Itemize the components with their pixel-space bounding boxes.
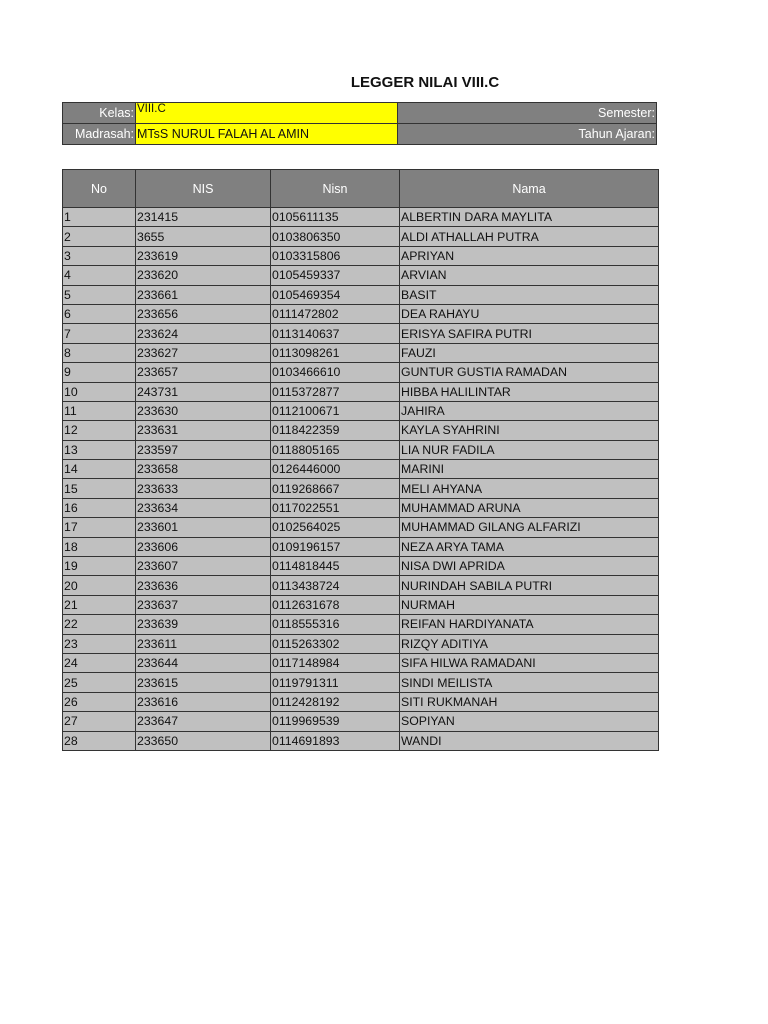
cell-nis[interactable]: 233615 <box>136 673 271 692</box>
cell-no[interactable]: 11 <box>63 401 136 420</box>
cell-nama[interactable]: HIBBA HALILINTAR <box>400 382 659 401</box>
table-row <box>63 653 659 672</box>
table-row <box>63 421 659 440</box>
cell-nis[interactable]: 3655 <box>136 227 271 246</box>
cell-no[interactable]: 17 <box>63 518 136 537</box>
header-nis: NIS <box>136 170 271 208</box>
cell-no[interactable]: 21 <box>63 595 136 614</box>
cell-nis[interactable]: 233631 <box>136 421 271 440</box>
cell-nisn[interactable]: 0115263302 <box>271 634 400 653</box>
table-row <box>63 673 659 692</box>
cell-nisn[interactable]: 0105611135 <box>271 208 400 227</box>
cell-nis[interactable]: 233658 <box>136 460 271 479</box>
table-row <box>63 615 659 634</box>
cell-no[interactable]: 8 <box>63 343 136 362</box>
cell-nama[interactable]: ARVIAN <box>400 266 659 285</box>
cell-nisn[interactable]: 0113438724 <box>271 576 400 595</box>
header-nama: Nama <box>400 170 659 208</box>
cell-nama[interactable]: SITI RUKMANAH <box>400 692 659 711</box>
table-row <box>63 731 659 750</box>
cell-nisn[interactable]: 0113140637 <box>271 324 400 343</box>
cell-nisn[interactable]: 0105469354 <box>271 285 400 304</box>
cell-nama[interactable]: RIZQY ADITIYA <box>400 634 659 653</box>
cell-nama[interactable]: ERISYA SAFIRA PUTRI <box>400 324 659 343</box>
cell-nis[interactable]: 233611 <box>136 634 271 653</box>
semester-label: Semester: <box>398 103 657 124</box>
cell-nisn[interactable]: 0103806350 <box>271 227 400 246</box>
cell-nisn[interactable]: 0119268667 <box>271 479 400 498</box>
kelas-value-cell[interactable]: VIII.C <box>136 103 398 124</box>
table-row <box>63 576 659 595</box>
cell-nisn[interactable]: 0114691893 <box>271 731 400 750</box>
info-row-kelas <box>63 103 657 124</box>
cell-no[interactable]: 13 <box>63 440 136 459</box>
cell-no[interactable]: 5 <box>63 285 136 304</box>
cell-no[interactable]: 19 <box>63 557 136 576</box>
cell-nisn[interactable]: 0114818445 <box>271 557 400 576</box>
cell-nis[interactable]: 233606 <box>136 537 271 556</box>
cell-nama[interactable]: GUNTUR GUSTIA RAMADAN <box>400 363 659 382</box>
cell-nisn[interactable]: 0119969539 <box>271 712 400 731</box>
cell-nisn[interactable]: 0112100671 <box>271 401 400 420</box>
cell-nis[interactable]: 243731 <box>136 382 271 401</box>
table-header-row <box>63 170 659 208</box>
cell-nisn[interactable]: 0117148984 <box>271 653 400 672</box>
cell-nisn[interactable]: 0103466610 <box>271 363 400 382</box>
table-row <box>63 518 659 537</box>
cell-nama[interactable]: NISA DWI APRIDA <box>400 557 659 576</box>
cell-nama[interactable]: APRIYAN <box>400 246 659 265</box>
table-row <box>63 324 659 343</box>
cell-nis[interactable]: 233647 <box>136 712 271 731</box>
cell-nama[interactable]: KAYLA SYAHRINI <box>400 421 659 440</box>
cell-nisn[interactable]: 0118555316 <box>271 615 400 634</box>
cell-nis[interactable]: 233619 <box>136 246 271 265</box>
table-row <box>63 382 659 401</box>
cell-nama[interactable]: MELI AHYANA <box>400 479 659 498</box>
cell-nis[interactable]: 233656 <box>136 304 271 323</box>
cell-nisn[interactable]: 0115372877 <box>271 382 400 401</box>
table-row <box>63 304 659 323</box>
cell-nis[interactable]: 233636 <box>136 576 271 595</box>
cell-no[interactable]: 28 <box>63 731 136 750</box>
cell-nisn[interactable]: 0117022551 <box>271 498 400 517</box>
cell-no[interactable]: 20 <box>63 576 136 595</box>
cell-nama[interactable]: WANDI <box>400 731 659 750</box>
cell-nis[interactable]: 233657 <box>136 363 271 382</box>
cell-nis[interactable]: 233644 <box>136 653 271 672</box>
cell-nama[interactable]: BASIT <box>400 285 659 304</box>
cell-nisn[interactable]: 0112428192 <box>271 692 400 711</box>
table-row <box>63 692 659 711</box>
cell-nisn[interactable]: 0119791311 <box>271 673 400 692</box>
cell-no[interactable]: 7 <box>63 324 136 343</box>
cell-nama[interactable]: SINDI MEILISTA <box>400 673 659 692</box>
header-no: No <box>63 170 136 208</box>
table-body <box>63 208 659 751</box>
table-row <box>63 285 659 304</box>
cell-nama[interactable]: MUHAMMAD GILANG ALFARIZI <box>400 518 659 537</box>
cell-no[interactable]: 16 <box>63 498 136 517</box>
cell-nis[interactable]: 233620 <box>136 266 271 285</box>
info-row-madrasah <box>63 124 657 145</box>
cell-nama[interactable]: NURMAH <box>400 595 659 614</box>
table-row <box>63 227 659 246</box>
table-row <box>63 595 659 614</box>
cell-nama[interactable]: SIFA HILWA RAMADANI <box>400 653 659 672</box>
cell-no[interactable]: 18 <box>63 537 136 556</box>
table-row <box>63 363 659 382</box>
cell-no[interactable]: 9 <box>63 363 136 382</box>
cell-nis[interactable]: 233624 <box>136 324 271 343</box>
cell-nis[interactable]: 233597 <box>136 440 271 459</box>
kelas-label: Kelas: <box>63 103 136 124</box>
page-title: LEGGER NILAI VIII.C <box>350 74 500 91</box>
table-row <box>63 557 659 576</box>
cell-nis[interactable]: 233634 <box>136 498 271 517</box>
cell-nisn[interactable]: 0109196157 <box>271 537 400 556</box>
cell-nisn[interactable]: 0118422359 <box>271 421 400 440</box>
table-row <box>63 440 659 459</box>
cell-nama[interactable]: DEA RAHAYU <box>400 304 659 323</box>
cell-nis[interactable]: 233661 <box>136 285 271 304</box>
header-nisn: Nisn <box>271 170 400 208</box>
table-row <box>63 208 659 227</box>
table-row <box>63 712 659 731</box>
table-row <box>63 401 659 420</box>
cell-nisn[interactable]: 0112631678 <box>271 595 400 614</box>
cell-nis[interactable]: 233639 <box>136 615 271 634</box>
madrasah-label: Madrasah: <box>63 124 136 145</box>
cell-nisn[interactable]: 0103315806 <box>271 246 400 265</box>
table-row <box>63 460 659 479</box>
cell-no[interactable]: 25 <box>63 673 136 692</box>
cell-no[interactable]: 27 <box>63 712 136 731</box>
table-row <box>63 343 659 362</box>
cell-nis[interactable]: 233630 <box>136 401 271 420</box>
cell-nisn[interactable]: 0113098261 <box>271 343 400 362</box>
info-table <box>62 102 657 145</box>
cell-nama[interactable]: MUHAMMAD ARUNA <box>400 498 659 517</box>
cell-nama[interactable]: JAHIRA <box>400 401 659 420</box>
cell-no[interactable]: 23 <box>63 634 136 653</box>
table-row <box>63 498 659 517</box>
cell-nisn[interactable]: 0102564025 <box>271 518 400 537</box>
table-row <box>63 246 659 265</box>
cell-nis[interactable]: 233627 <box>136 343 271 362</box>
cell-no[interactable]: 14 <box>63 460 136 479</box>
cell-no[interactable]: 12 <box>63 421 136 440</box>
table-row <box>63 479 659 498</box>
cell-nisn[interactable]: 0111472802 <box>271 304 400 323</box>
cell-nisn[interactable]: 0126446000 <box>271 460 400 479</box>
cell-nisn[interactable]: 0118805165 <box>271 440 400 459</box>
cell-nis[interactable]: 233616 <box>136 692 271 711</box>
cell-nisn[interactable]: 0105459337 <box>271 266 400 285</box>
table-row <box>63 634 659 653</box>
cell-nama[interactable]: ALDI ATHALLAH PUTRA <box>400 227 659 246</box>
cell-no[interactable]: 22 <box>63 615 136 634</box>
cell-no[interactable]: 15 <box>63 479 136 498</box>
cell-nis[interactable]: 233607 <box>136 557 271 576</box>
cell-nama[interactable]: NEZA ARYA TAMA <box>400 537 659 556</box>
cell-nama[interactable]: NURINDAH SABILA PUTRI <box>400 576 659 595</box>
cell-nis[interactable]: 231415 <box>136 208 271 227</box>
cell-nama[interactable]: MARINI <box>400 460 659 479</box>
cell-no[interactable]: 10 <box>63 382 136 401</box>
cell-nama[interactable]: ALBERTIN DARA MAYLITA <box>400 208 659 227</box>
cell-nama[interactable]: FAUZI <box>400 343 659 362</box>
table-row <box>63 266 659 285</box>
madrasah-value-cell[interactable]: MTsS NURUL FALAH AL AMIN <box>136 124 398 145</box>
cell-nama[interactable]: REIFAN HARDIYANATA <box>400 615 659 634</box>
cell-nama[interactable]: LIA NUR FADILA <box>400 440 659 459</box>
cell-no[interactable]: 1 <box>63 208 136 227</box>
cell-no[interactable]: 3 <box>63 246 136 265</box>
student-table <box>62 169 659 751</box>
cell-no[interactable]: 26 <box>63 692 136 711</box>
cell-no[interactable]: 4 <box>63 266 136 285</box>
cell-nis[interactable]: 233633 <box>136 479 271 498</box>
cell-no[interactable]: 24 <box>63 653 136 672</box>
cell-nis[interactable]: 233637 <box>136 595 271 614</box>
tahun-ajaran-label: Tahun Ajaran: <box>398 124 657 145</box>
cell-no[interactable]: 2 <box>63 227 136 246</box>
cell-nama[interactable]: SOPIYAN <box>400 712 659 731</box>
cell-no[interactable]: 6 <box>63 304 136 323</box>
cell-nis[interactable]: 233601 <box>136 518 271 537</box>
cell-nis[interactable]: 233650 <box>136 731 271 750</box>
table-row <box>63 537 659 556</box>
